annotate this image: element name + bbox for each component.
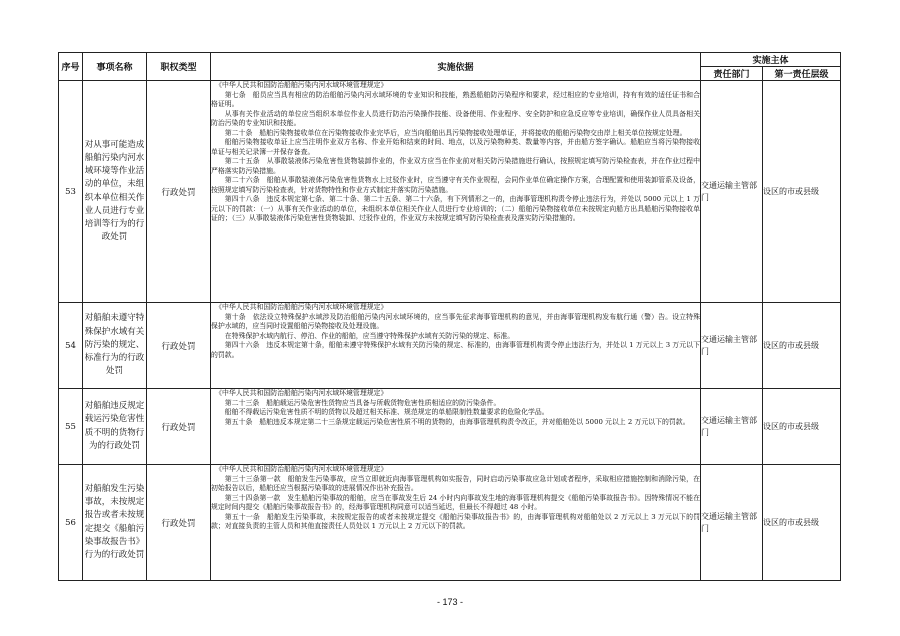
row-index: 53 — [59, 81, 83, 303]
basis-cell — [211, 81, 701, 303]
basis-paragraph: 第七条 船员应当具有相应的防治船舶污染内河水域环境的专业知识和技能，熟悉船舶防污染程序和要求，经过相应的专业培训，持有有效的适任证书和合格证明。 — [211, 90, 700, 108]
basis-paragraph: 第四十八条 违反本规定第七条、第二十条、第二十五条、第二十六条，有下列情形之一的，由海事管理机构责令停止违法行为，并处以 5000 元以上 1 万元以下的罚款：（一）从事有关作业活动的单位，未组织本单位相关作业人员进行专业培训的；（二）船舶污染物接收单位未按规定向船方出具船舶污染物接收单证的；（三）从事散装液体污染危害性货物装卸、过驳作业的，作业双方未按规定填写防污染检查表及落实防污染措施的。 — [211, 195, 700, 222]
item-name: 对船舶未遵守特殊保护水域有关防污染的规定、标准行为的行政处罚 — [83, 303, 147, 389]
basis-cell — [211, 303, 701, 389]
header-subject: 实施主体 — [701, 53, 841, 67]
table-row — [59, 389, 841, 465]
row-index: 56 — [59, 465, 83, 581]
responsible-level: 设区的市或县级 — [763, 81, 841, 303]
header-index: 序号 — [59, 53, 83, 81]
row-index: 55 — [59, 389, 83, 465]
enforcement-table — [58, 52, 841, 581]
basis-paragraph: 船舶不得载运污染危害性质不明的货物以及超过相关标准、规范规定的单船限制性数量要求的危险化学品。 — [224, 408, 549, 416]
basis-paragraph: 第五十一条 船舶发生污染事故，未按规定报告的或者未按规定提交《船舶污染事故报告书》的，由海事管理机构对船舶处以 2 万元以上 3 万元以下的罚款；对直接负责的主管人员和其他直接责任人员处以 1 万元以上 2 万元以下的罚款。 — [211, 512, 700, 530]
basis-paragraph: 第二十六条 船舶从事散装液体污染危害性货物水上过驳作业时，应当遵守有关作业规程，会同作业单位确定操作方案，合理配置和使用装卸管系及设备，按照规定填写防污染检查表，针对货物特性和作业方式制定并落实防污染措施。 — [211, 176, 700, 194]
basis-paragraph: 第三十三条第一款 船舶发生污染事故，应当立即就近向海事管理机构如实报告，同时启动污染事故应急计划或者程序，采取相应措施控制和消除污染，在初始报告以后，船舶还应当根据污染事故的进展情况作出补充报告。 — [211, 474, 700, 492]
basis-paragraph: 第十条 依法设立特殊保护水域涉及防治船舶污染内河水域环境的，应当事先征求海事管理机构的意见，并由海事管理机构发布航行通（警）告。设立特殊保护水域的，应当同时设置船舶污染物接收及处理设施。 — [211, 312, 700, 330]
basis-paragraph: 第三十四条第一款 发生船舶污染事故的船舶，应当在事故发生后 24 小时内向事故发生地的海事管理机构提交《船舶污染事故报告书》。因特殊情况不能在规定时间内提交《船舶污染事故报告书》的，经海事管理机构同意可以适当延迟，但最长不得超过 48 小时。 — [211, 493, 700, 511]
basis-paragraph: 第二十五条 从事散装液体污染危害性货物装卸作业的，作业双方应当在作业前对相关防污染措施进行确认，按照规定填写防污染检查表，并在作业过程中严格落实防污染措施。 — [211, 157, 700, 175]
responsible-level: 设区的市或县级 — [763, 389, 841, 465]
basis-cell — [211, 465, 701, 581]
basis-paragraph: 第二十三条 船舶载运污染危害性货物应当具备与所载货物危害性质相适应的防污染条件。 — [224, 398, 501, 407]
basis-paragraph: 从事有关作业活动的单位应当组织本单位作业人员进行防治污染操作技能、设备使用、作业程序、安全防护和应急反应等专业培训，确保作业人员具备相关防治污染的专业知识和技能。 — [211, 109, 700, 127]
power-type: 行政处罚 — [147, 465, 211, 581]
basis-paragraph: 《中华人民共和国防治船舶污染内河水域环境管理规定》 — [215, 389, 388, 397]
header-power-type: 职权类型 — [147, 53, 211, 81]
basis-paragraph: 《中华人民共和国防治船舶污染内河水域环境管理规定》 — [215, 465, 388, 473]
responsible-dept: 交通运输主管部门 — [701, 465, 763, 581]
basis-paragraph: 在特殊保护水域内航行、停泊、作业的船舶，应当遵守特殊保护水域有关防污染的规定、标准。 — [224, 331, 515, 340]
table-row — [59, 303, 841, 389]
basis-paragraph: 《中华人民共和国防治船舶污染内河水域环境管理规定》 — [215, 303, 388, 311]
power-type: 行政处罚 — [147, 389, 211, 465]
item-name: 对从事可能造成船舶污染内河水域环境等作业活动的单位，未组织本单位相关作业人员进行专业培训等行为的行政处罚 — [83, 81, 147, 303]
header-basis: 实施依据 — [211, 53, 701, 81]
basis-paragraph: 第四十六条 违反本规定第十条，船舶未遵守特殊保护水域有关防污染的规定、标准的，由海事管理机构责令停止违法行为，并处以 1 万元以上 3 万元以下的罚款。 — [211, 341, 700, 359]
header-dept: 责任部门 — [701, 67, 763, 81]
responsible-level: 设区的市或县级 — [763, 465, 841, 581]
table-row — [59, 81, 841, 303]
responsible-level: 设区的市或县级 — [763, 303, 841, 389]
basis-cell — [211, 389, 701, 465]
row-index: 54 — [59, 303, 83, 389]
item-name: 对船舶违反规定载运污染危害性质不明的货物行为的行政处罚 — [83, 389, 147, 465]
table-row — [59, 465, 841, 581]
responsible-dept: 交通运输主管部门 — [701, 389, 763, 465]
basis-paragraph: 第二十条 船舶污染物接收单位在污染物接收作业完毕后，应当向船舶出具污染物接收处理单证，并将接收的船舶污染物交由岸上相关单位按规定处理。 — [224, 128, 687, 137]
basis-paragraph: 第五十条 船舶违反本规定第二十三条规定载运污染危害性质不明的货物的，由海事管理机构责令改正，并对船舶处以 5000 元以上 2 万元以下的罚款。 — [224, 417, 690, 426]
basis-paragraph: 《中华人民共和国防治船舶污染内河水域环境管理规定》 — [215, 81, 388, 89]
basis-paragraph: 船舶污染物接收单证上应当注明作业双方名称、作业开始和结束的时间、地点，以及污染物种类、数量等内容，并由船方签字确认。船舶应当将污染物接收单证与相关记录簿一并保存备查。 — [211, 138, 700, 156]
header-level: 第一责任层级 — [763, 67, 841, 81]
power-type: 行政处罚 — [147, 303, 211, 389]
responsible-dept: 交通运输主管部门 — [701, 303, 763, 389]
item-name: 对船舶发生污染事故，未按规定报告或者未按规定提交《船舶污染事故报告书》行为的行政处罚 — [83, 465, 147, 581]
responsible-dept: 交通运输主管部门 — [701, 81, 763, 303]
header-item-name: 事项名称 — [83, 53, 147, 81]
page-number: - 173 - — [436, 597, 463, 607]
power-type: 行政处罚 — [147, 81, 211, 303]
